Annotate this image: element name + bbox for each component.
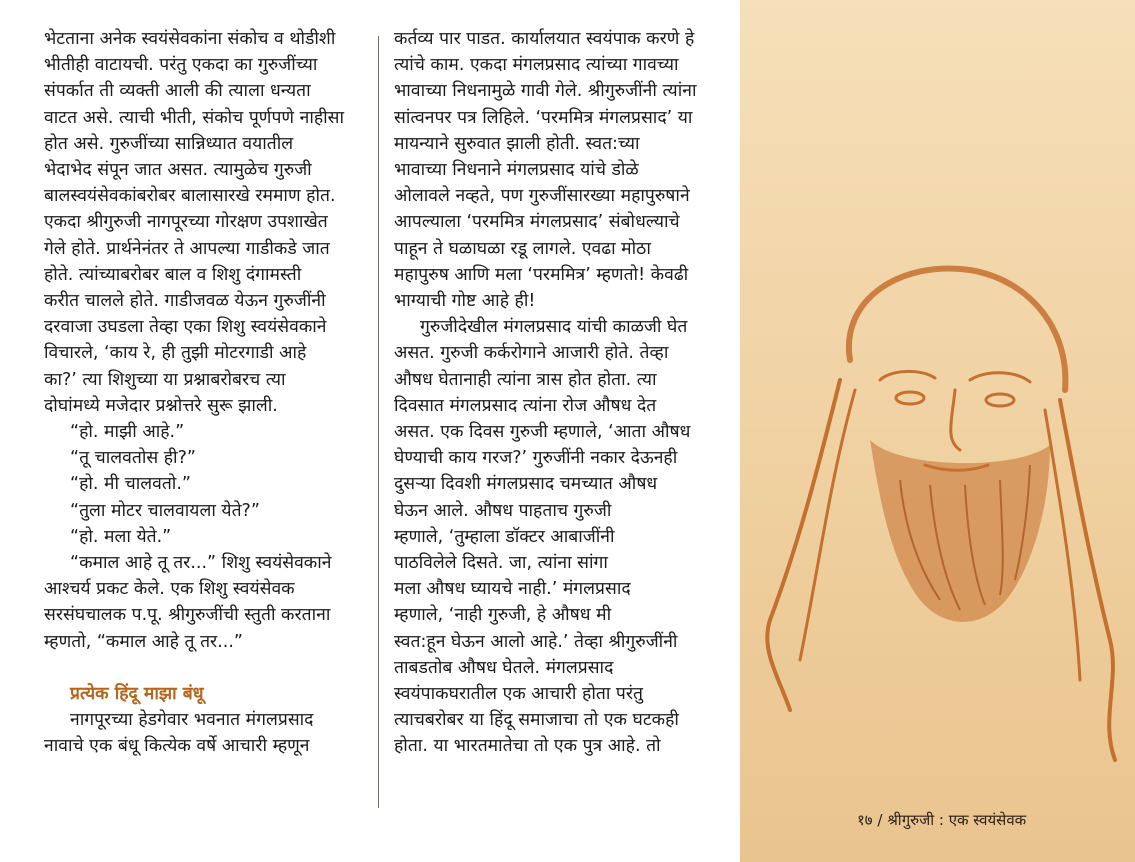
- text-line: नावाचे एक बंधू कित्येक वर्षे आचारी म्हणून: [44, 736, 310, 757]
- text-line: मायन्याने सुरुवात झाली होती. स्वत:च्या: [394, 133, 640, 154]
- section-heading: प्रत्येक हिंदू माझा बंधू: [70, 683, 204, 704]
- text-line: पाहून ते घळाघळा रडू लागले. एवढा मोठा: [394, 238, 651, 259]
- text-line: पाठविलेले दिसते. जा, त्यांना सांगा: [394, 553, 608, 574]
- text-line: करीत चालले होते. गाडीजवळ येऊन गुरुजींनी: [44, 291, 326, 312]
- text-line: भावाच्या निधनामुळे गावी गेले. श्रीगुरुजींनी त्यांना: [394, 81, 697, 102]
- text-line: त्यांचे काम. एकदा मंगलप्रसाद त्यांच्या गावच्या: [394, 55, 679, 76]
- text-line: आश्चर्य प्रकट केले. एक शिशु स्वयंसेवक: [44, 579, 295, 600]
- text-line: कर्तव्य पार पाडत. कार्यालयात स्वयंपाक करणे हे: [394, 29, 695, 49]
- text-line: म्हणाले, ‘तुम्हाला डॉक्टर आबाजींनी: [394, 526, 615, 547]
- dialogue-line: “तुला मोटर चालवायला येते?”: [70, 500, 260, 521]
- text-line: होता. या भारतमातेचा तो एक पुत्र आहे. तो: [394, 736, 661, 757]
- text-line: असत. गुरुजी कर्करोगाने आजारी होते. तेव्हा: [394, 343, 669, 364]
- text-line: दिवसात मंगलप्रसाद त्यांना रोज औषध देत: [394, 395, 657, 416]
- guruji-portrait-sketch: [730, 240, 1130, 800]
- text-line: गेले होते. प्रार्थनेनंतर ते आपल्या गाडीकडे जात: [44, 238, 330, 259]
- text-line: महापुरुष आणि मला ‘परममित्र’ म्हणतो! केवढी: [394, 264, 689, 285]
- text-line: विचारले, ‘काय रे, ही तुझी मोटरगाडी आहे: [44, 343, 307, 364]
- text-line: का?’ त्या शिशुच्या या प्रश्नाबरोबरच त्या: [44, 369, 286, 390]
- text-line: दरवाजा उघडला तेव्हा एका शिशु स्वयंसेवकाने: [44, 317, 327, 338]
- text-line: नागपूरच्या हेडगेवार भवनात मंगलप्रसाद: [70, 710, 314, 731]
- text-line: ओलावले नव्हते, पण गुरुजींसारख्या महापुरुषाने: [394, 186, 690, 207]
- text-line: ताबडतोब औषध घेतले. मंगलप्रसाद: [394, 657, 614, 678]
- text-line: दोघांमध्ये मजेदार प्रश्नोत्तरे सुरू झाली.: [44, 395, 278, 416]
- text-line: भेदाभेद संपून जात असत. त्यामुळेच गुरुजी: [44, 160, 312, 181]
- text-line: स्वत:हून घेऊन आलो आहे.’ तेव्हा श्रीगुरुजींनी: [394, 631, 678, 652]
- text-line: बालस्वयंसेवकांबरोबर बालासारखे रममाण होत.: [44, 186, 336, 207]
- dialogue-line: “हो. मला येते.”: [70, 526, 172, 547]
- column-divider: [378, 36, 379, 808]
- page-footer: १७ / श्रीगुरुजी : एक स्वयंसेवक: [857, 811, 1027, 829]
- text-line: सरसंघचालक प.पू. श्रीगुरुजींची स्तुती करताना: [44, 605, 331, 626]
- text-line: घेण्याची काय गरज?’ गुरुजींनी नकार देऊनही: [394, 448, 678, 469]
- text-line: भीतीही वाटायची. परंतु एकदा का गुरुजींच्या: [44, 55, 318, 76]
- left-text-column: [44, 26, 362, 759]
- text-line: भावाच्या निधनाने मंगलप्रसाद यांचे डोळे: [394, 160, 639, 181]
- text-line: म्हणाले, ‘नाही गुरुजी, हे औषध मी: [394, 605, 612, 626]
- text-line: संपर्कात ती व्यक्ती आली की त्याला धन्यता: [44, 81, 311, 102]
- dialogue-line: “तू चालवतोस ही?”: [70, 448, 196, 469]
- text-line: दुसऱ्या दिवशी मंगलप्रसाद चमच्यात औषध: [394, 474, 658, 495]
- text-line: असत. एक दिवस गुरुजी म्हणाले, ‘आता औषध: [394, 422, 691, 443]
- text-line: भेटताना अनेक स्वयंसेवकांना संकोच व थोडीशी: [44, 29, 336, 49]
- text-line: आपल्याला ‘परममित्र मंगलप्रसाद’ संबोधल्याचे: [394, 212, 680, 233]
- text-line: त्याचबरोबर या हिंदू समाजाचा तो एक घटकही: [394, 710, 679, 731]
- text-line: होत असे. गुरुजींच्या सान्निध्यात वयातील: [44, 133, 294, 154]
- dialogue-line: “कमाल आहे तू तर...” शिशु स्वयंसेवकाने: [70, 553, 332, 574]
- text-line: म्हणतो, “कमाल आहे तू तर...”: [44, 631, 243, 652]
- text-line: गुरुजीदेखील मंगलप्रसाद यांची काळजी घेत: [420, 317, 688, 338]
- text-line: सांत्वनपर पत्र लिहिले. ‘परममित्र मंगलप्रसाद’ या: [394, 107, 693, 128]
- text-line: घेऊन आले. औषध पाहताच गुरुजी: [394, 500, 612, 521]
- text-line: औषध घेतानाही त्यांना त्रास होत होता. त्या: [394, 369, 657, 390]
- dialogue-line: “हो. मी चालवतो.”: [70, 474, 191, 495]
- text-line: वाटत असे. त्याची भीती, संकोच पूर्णपणे नाहीसा: [44, 107, 345, 128]
- dialogue-line: “हो. माझी आहे.”: [70, 422, 185, 443]
- text-line: भाग्याची गोष्ट आहे ही!: [394, 291, 536, 312]
- text-line: स्वयंपाकघरातील एक आचारी होता परंतु: [394, 684, 643, 705]
- text-line: होते. त्यांच्याबरोबर बाल व शिशु दंगामस्ती: [44, 264, 302, 285]
- text-line: एकदा श्रीगुरुजी नागपूरच्या गोरक्षण उपशाखेत: [44, 212, 328, 233]
- middle-text-column: [394, 26, 736, 760]
- text-line: मला औषध घ्यायचे नाही.’ मंगलप्रसाद: [394, 579, 631, 600]
